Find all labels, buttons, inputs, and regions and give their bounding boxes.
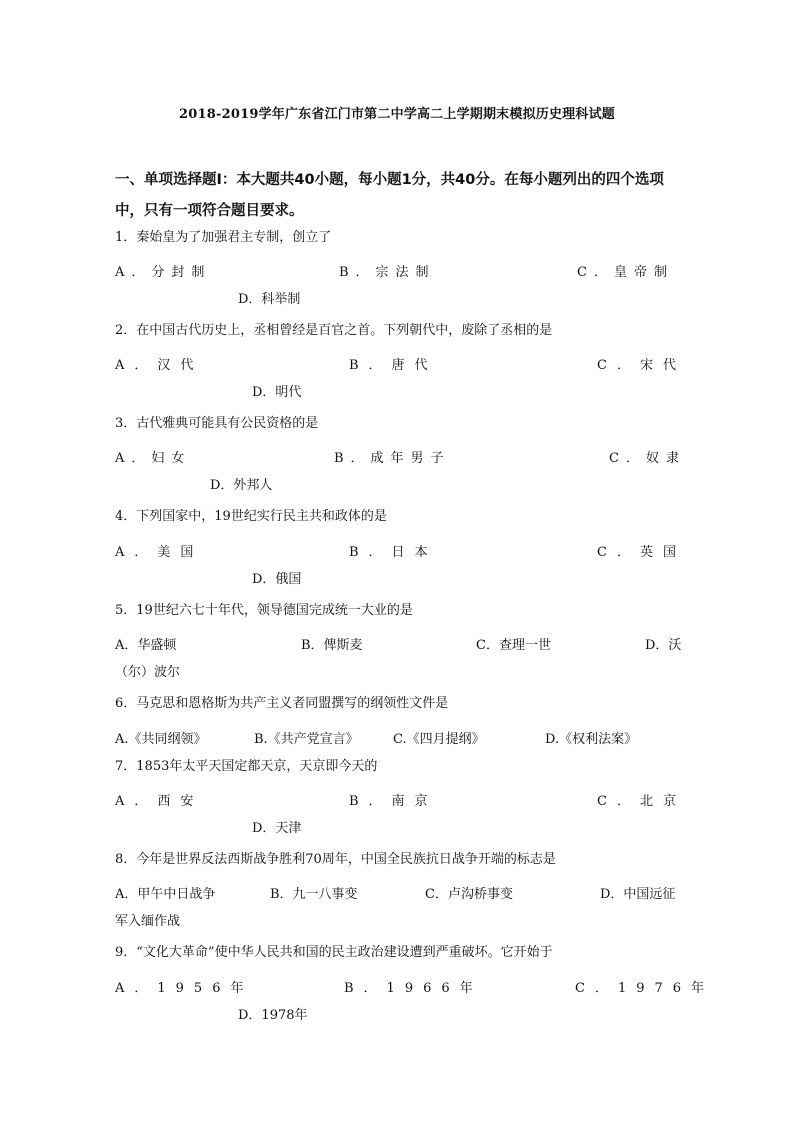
question-3-option-d: D．外邦人 — [210, 478, 273, 493]
question-8-option-b: B．九一八事变 — [270, 887, 358, 902]
question-2-option-b: B．唐代 — [349, 358, 438, 373]
page-title: 2018-2019学年广东省江门市第二中学高二上学期期末模拟历史理科试题 — [179, 107, 615, 122]
question-1-stem: 1．秦始皇为了加强君主专制，创立了 — [115, 230, 332, 245]
question-9-option-c: C．1976年 — [575, 981, 715, 996]
question-9-option-d: D．1978年 — [238, 1008, 308, 1023]
question-2-options — [115, 354, 686, 373]
question-8-option-c: C．卢沟桥事变 — [425, 887, 513, 902]
question-1-option-b: B．宗法制 — [339, 265, 436, 280]
question-6-options — [115, 728, 683, 747]
question-7-option-b: B．南京 — [349, 794, 438, 809]
question-2-option-d: D．明代 — [252, 385, 302, 400]
question-6-option-d: D.《权利法案》 — [545, 732, 638, 747]
question-4-stem: 4．下列国家中，19世纪实行民主共和政体的是 — [115, 509, 387, 524]
question-5-option-d-continued: （尔）波尔 — [115, 665, 181, 680]
question-3-option-b: B．成年男子 — [334, 451, 451, 466]
question-6-option-a: A.《共同纲领》 — [115, 732, 207, 747]
question-6-stem: 6．马克思和恩格斯为共产主义者同盟撰写的纲领性文件是 — [115, 696, 449, 711]
question-8-options — [115, 883, 683, 902]
question-3-option-c: C．奴隶 — [609, 451, 686, 466]
question-4-option-c: C．英国 — [597, 545, 686, 560]
question-2-stem: 2．在中国古代历史上，丞相曾经是百官之首。下列朝代中，废除了丞相的是 — [115, 323, 553, 338]
question-7-stem: 7．1853年太平天国定都天京，天京即今天的 — [115, 759, 378, 774]
question-4-option-d: D．俄国 — [252, 572, 302, 587]
question-6-option-c: C.《四月提纲》 — [393, 732, 485, 747]
question-5-option-d: D．沃 — [645, 638, 682, 653]
question-5-option-a: A．华盛顿 — [115, 638, 177, 653]
question-9-options — [115, 977, 715, 996]
question-9-stem: 9．“文化大革命”使中华人民共和国的民主政治建设遭到严重破坏。它开始于 — [115, 945, 553, 960]
question-8-stem: 8．今年是世界反法西斯战争胜利70周年，中国全民族抗日战争开端的标志是 — [115, 852, 556, 867]
section-heading: 一、单项选择题Ⅰ：本大题共40小题，每小题1分，共40分。在每小题列出的四个选项中，只有一项符合题目要求。 — [115, 172, 664, 219]
question-4-option-a: A．美国 — [115, 545, 204, 560]
question-5-option-b: B．俾斯麦 — [301, 638, 363, 653]
question-1-option-a: A．分封制 — [115, 265, 212, 280]
question-3-option-a: A．妇女 — [115, 451, 192, 466]
question-6-option-b: B.《共产党宣言》 — [254, 732, 359, 747]
question-4-options — [115, 541, 686, 560]
question-8-option-d-continued: 军入缅作战 — [115, 914, 181, 929]
question-3-stem: 3．古代雅典可能具有公民资格的是 — [115, 416, 319, 431]
question-2-option-a: A．汉代 — [115, 358, 204, 373]
question-4-option-b: B．日本 — [349, 545, 438, 560]
question-9-option-a: A．1956年 — [115, 981, 254, 996]
question-1-option-c: C．皇帝制 — [577, 265, 674, 280]
question-1-option-d: D．科举制 — [238, 292, 301, 307]
question-2-option-c: C．宋代 — [597, 358, 686, 373]
question-8-option-a: A．甲午中日战争 — [115, 887, 216, 902]
question-3-options — [115, 447, 686, 466]
question-8-option-d: D．中国远征 — [600, 887, 676, 902]
question-5-options — [115, 634, 683, 653]
question-7-option-c: C．北京 — [597, 794, 686, 809]
question-7-options — [115, 790, 686, 809]
question-5-stem: 5．19世纪六七十年代，领导德国完成统一大业的是 — [115, 603, 413, 618]
question-5-option-c: C．查理一世 — [476, 638, 551, 653]
question-7-option-a: A．西安 — [115, 794, 204, 809]
question-7-option-d: D．天津 — [252, 821, 302, 836]
question-9-option-b: B．1966年 — [344, 981, 483, 996]
question-1-options — [115, 261, 683, 280]
